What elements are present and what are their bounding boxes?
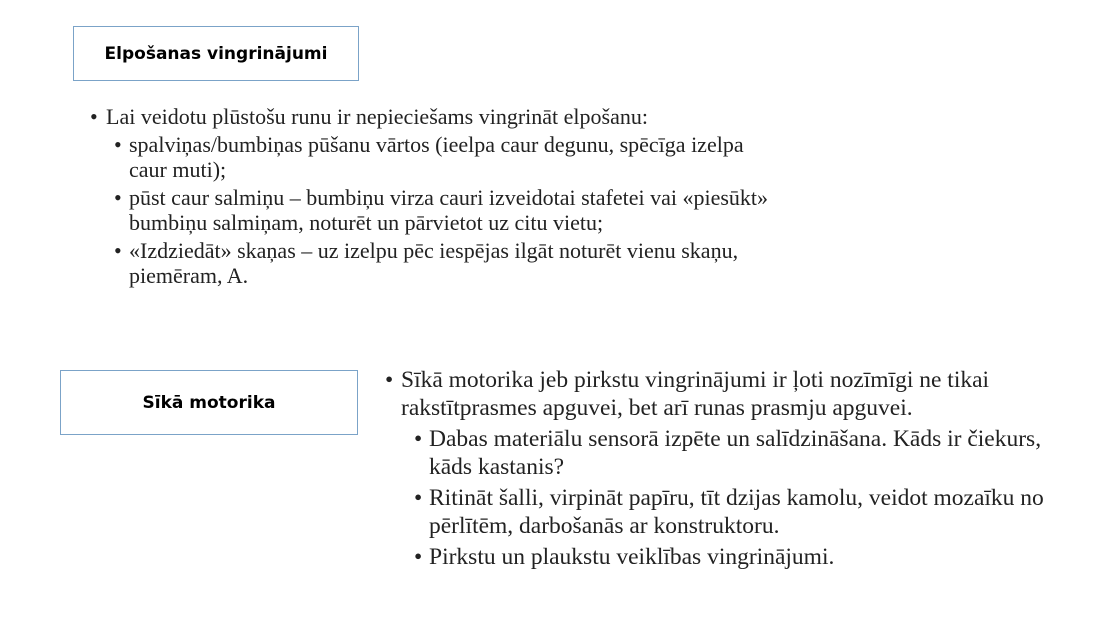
list-item-text: pūst caur salmiņu – bumbiņu virza cauri izveidotai stafetei vai «piesūkt» bumbiņu salmiņam, noturēt un pārvietot uz citu vietu; xyxy=(129,185,769,235)
intro-text: Sīkā motorika jeb pirkstu vingrinājumi ir ļoti nozīmīgi ne tikai rakstītprasmes apguvei, bet arī runas prasmju apguvei. xyxy=(401,367,990,421)
section-heading-breathing xyxy=(73,26,359,81)
fine-motor-text-block xyxy=(385,366,1085,571)
bullet-icon: • xyxy=(90,104,98,129)
list-item xyxy=(414,425,1085,481)
section-heading-label: Elpošanas vingrinājumi xyxy=(104,43,328,64)
intro-text: Lai veidotu plūstošu runu ir nepieciešams vingrināt elpošanu: xyxy=(106,104,648,129)
bullet-icon: • xyxy=(114,185,122,210)
bullet-icon: • xyxy=(114,132,122,157)
list-item-text: «Izdziedāt» skaņas – uz izelpu pēc iespējas ilgāt noturēt vienu skaņu, piemēram, A. xyxy=(129,238,739,288)
list-item xyxy=(414,484,1085,540)
intro-bullet xyxy=(90,104,770,129)
section-heading-fine-motor xyxy=(60,370,358,435)
breathing-text-block xyxy=(90,104,770,288)
bullet-icon: • xyxy=(385,367,394,393)
list-item xyxy=(114,132,770,182)
list-item xyxy=(114,238,770,288)
list-item-text: Pirkstu un plaukstu veiklības vingrinājumi. xyxy=(429,544,835,570)
list-item-text: Ritināt šalli, virpināt papīru, tīt dzijas kamolu, veidot mozaīku no pērlītēm, darbošanās ar konstruktoru. xyxy=(429,485,1044,539)
bullet-icon: • xyxy=(114,238,122,263)
bullet-icon: • xyxy=(414,485,423,511)
list-item xyxy=(414,543,1085,571)
bullet-icon: • xyxy=(414,544,423,570)
bullet-icon: • xyxy=(414,426,423,452)
list-item xyxy=(114,185,770,235)
intro-bullet xyxy=(385,366,1085,422)
section-heading-label: Sīkā motorika xyxy=(142,392,276,413)
list-item-text: spalviņas/bumbiņas pūšanu vārtos (ieelpa caur degunu, spēcīga izelpa caur muti); xyxy=(129,132,744,182)
list-item-text: Dabas materiālu sensorā izpēte un salīdzināšana. Kāds ir čiekurs, kāds kastanis? xyxy=(429,426,1042,480)
